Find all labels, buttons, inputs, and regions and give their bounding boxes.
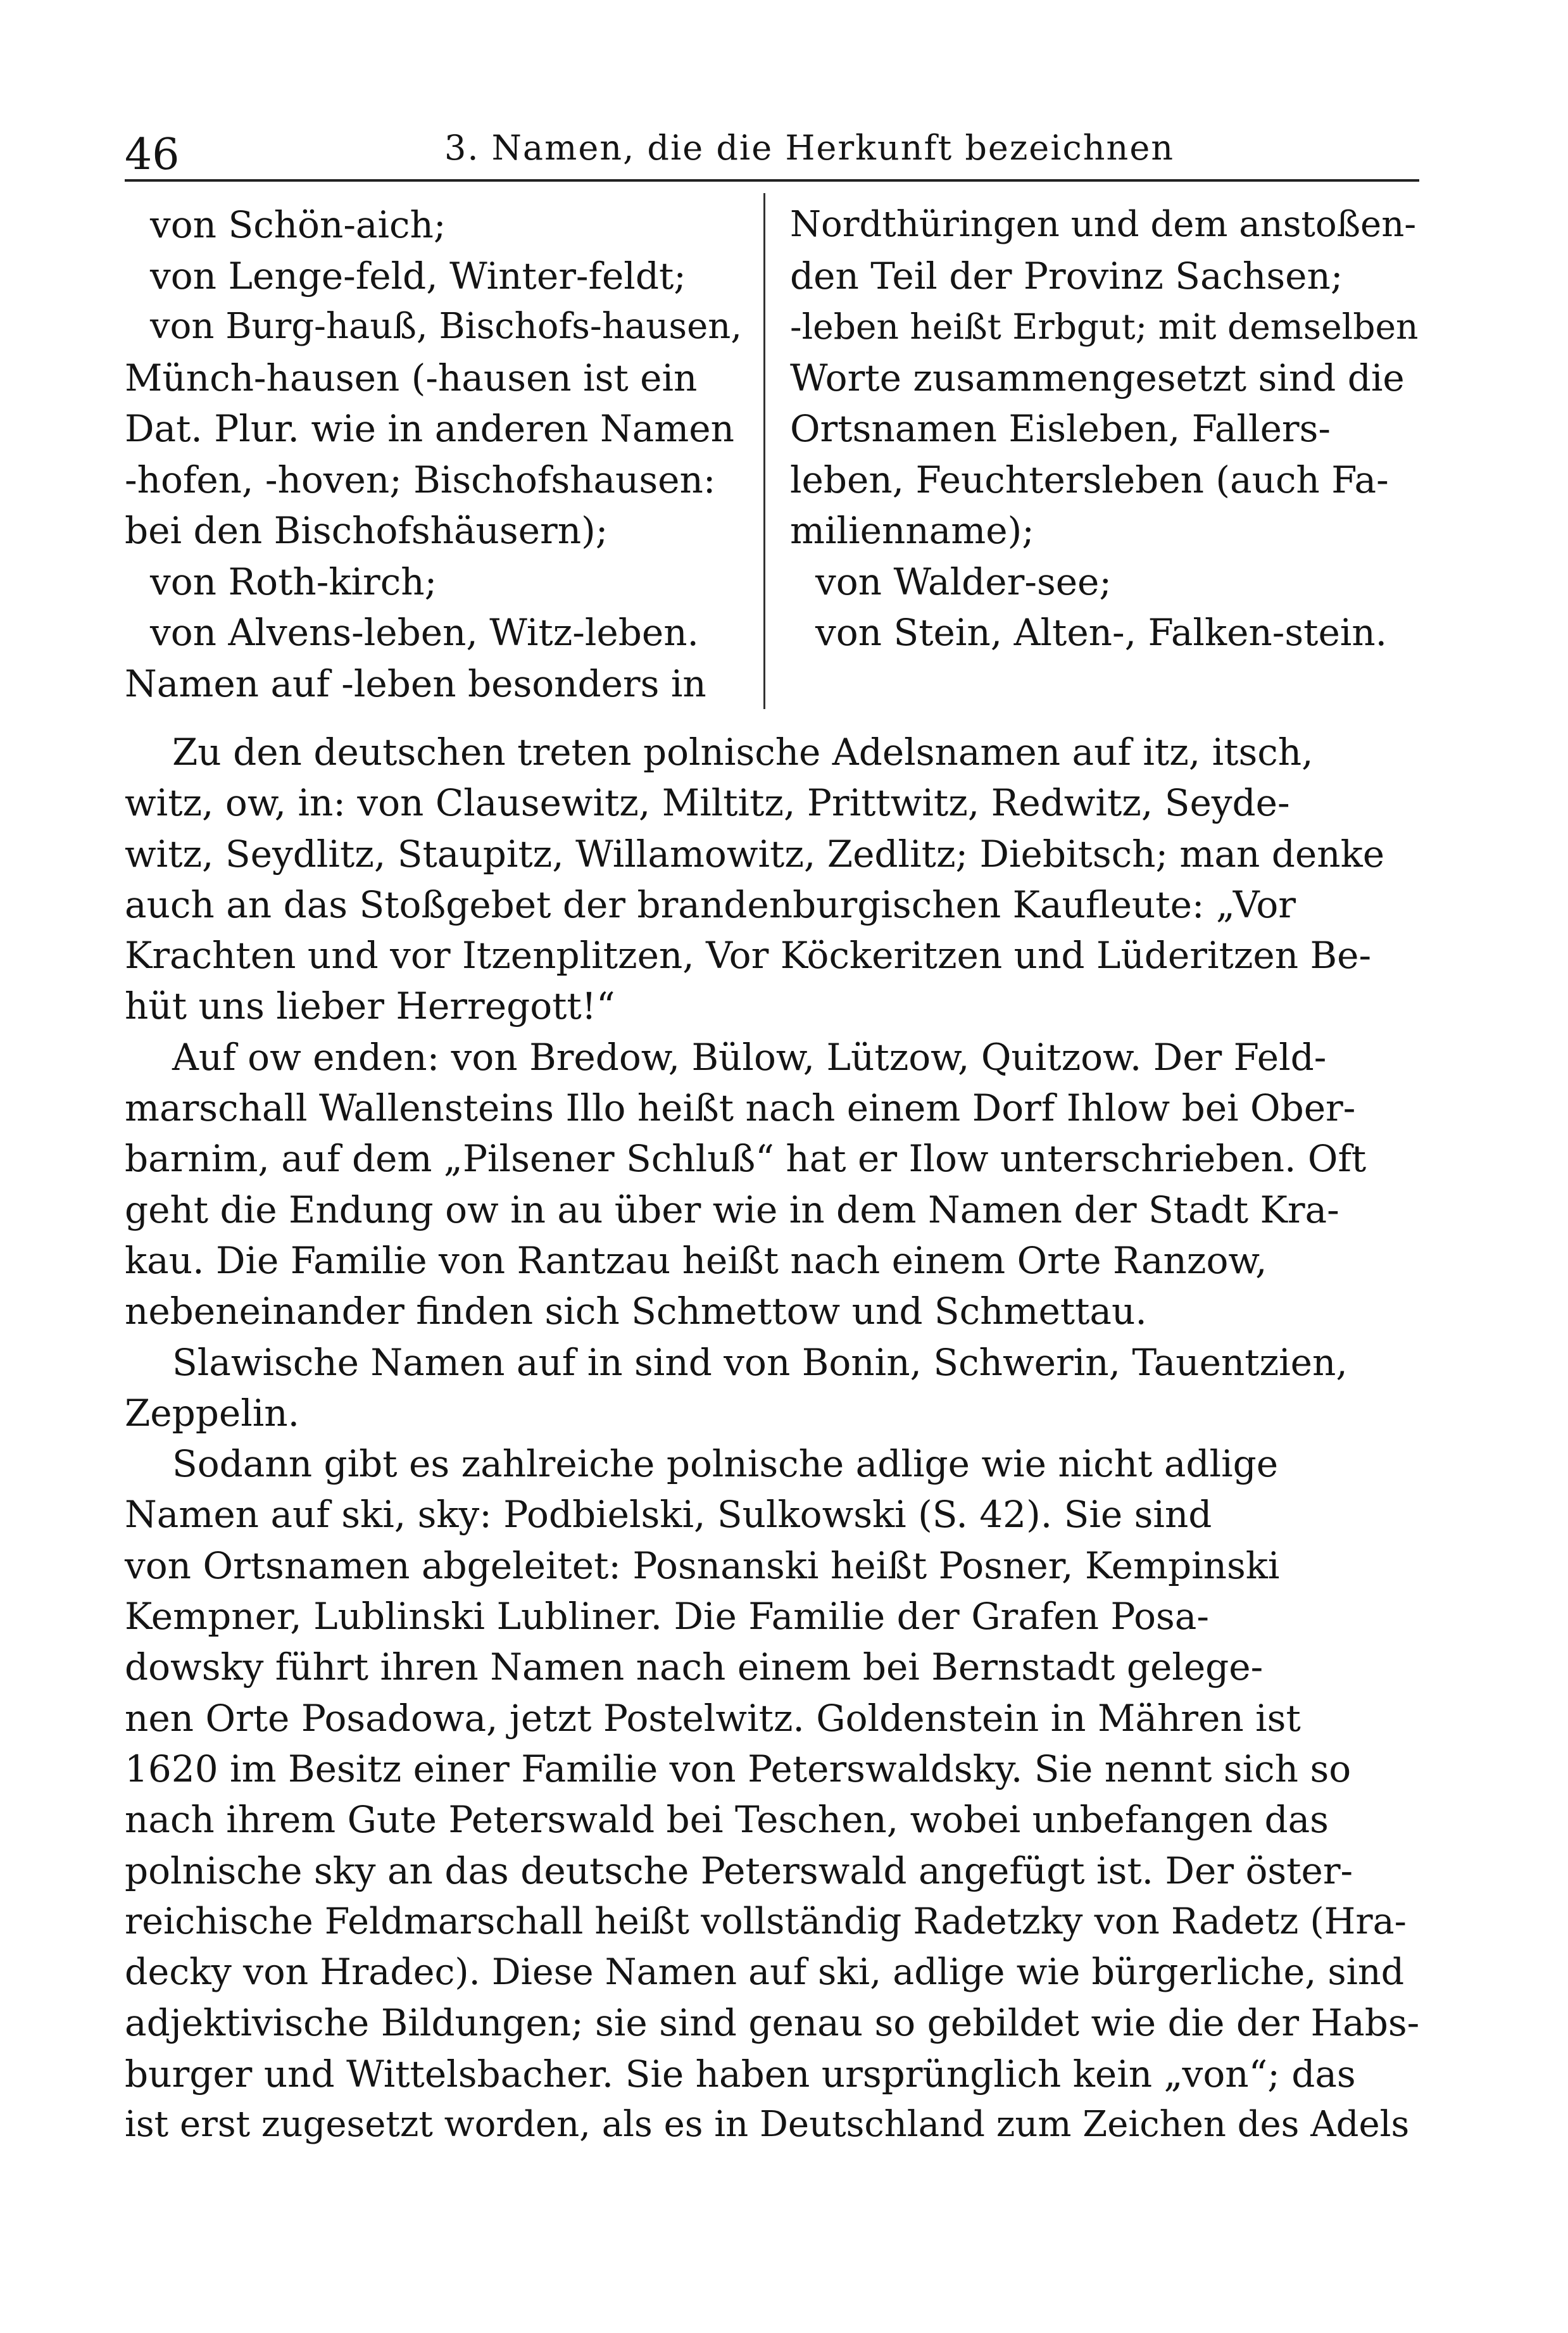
body-line: reichische Feldmarschall heißt vollständig Radetzky von Radetz (Hra- [125, 1900, 1407, 1942]
body-line: polnische sky an das deutsche Peterswald angefügt ist. Der öster- [125, 1849, 1353, 1892]
right-column-line: Ortsnamen Eisleben, Fallers- [790, 407, 1331, 450]
right-column-line: den Teil der Provinz Sachsen; [790, 254, 1343, 298]
body-line: adjektivische Bildungen; sie sind genau so gebildet wie die der Habs- [125, 2001, 1420, 2045]
body-line: kau. Die Familie von Rantzau heißt nach einem Orte Ranzow, [125, 1238, 1267, 1282]
body-line: witz, Seydlitz, Staupitz, Willamowitz, Zedlitz; Diebitsch; man denke [125, 832, 1385, 876]
right-column-line: leben, Feuchtersleben (auch Fa- [790, 458, 1389, 501]
right-column-line: von Walder-see; [815, 560, 1112, 603]
left-column-line: von Roth-kirch; [150, 560, 437, 603]
page-header [125, 117, 1419, 180]
body-line: Auf ow enden: von Bredow, Bülow, Lützow, Quitzow. Der Feld- [172, 1035, 1327, 1079]
body-text [125, 727, 1419, 2150]
body-line: nen Orte Posadowa, jetzt Postelwitz. Goldenstein in Mähren ist [125, 1696, 1301, 1740]
right-column-line: Nordthüringen und dem anstoßen- [790, 204, 1417, 245]
right-column-line: milienname); [790, 509, 1034, 552]
body-line: Kempner, Lublinski Lubliner. Die Familie der Grafen Posa- [125, 1595, 1209, 1638]
right-column-line: -leben heißt Erbgut; mit demselben [790, 306, 1419, 347]
body-line: Zeppelin. [125, 1391, 300, 1435]
right-column [790, 199, 1418, 658]
left-column-line: Münch-hausen (-hausen ist ein [125, 356, 698, 399]
body-line: Sodann gibt es zahlreiche polnische adlige wie nicht adlige [172, 1442, 1279, 1486]
body-line: burger und Wittelsbacher. Sie haben ursprünglich kein „von“; das [125, 2052, 1356, 2096]
header-rule [125, 179, 1419, 182]
body-line: hüt uns lieber Herregott!“ [125, 984, 615, 1028]
body-line: nebeneinander finden sich Schmettow und Schmettau. [125, 1290, 1147, 1333]
left-column-line: bei den Bischofshäusern); [125, 509, 608, 552]
body-line: ist erst zugesetzt worden, als es in Deutschland zum Zeichen des Adels [125, 2104, 1410, 2146]
right-column-line: von Stein, Alten-, Falken-stein. [815, 611, 1388, 654]
column-divider [763, 193, 765, 709]
left-column-line: von Burg-hauß, Bischofs-hausen, [150, 306, 743, 347]
left-column-line: Dat. Plur. wie in anderen Namen [125, 407, 734, 450]
body-line: nach ihrem Gute Peterswald bei Teschen, wobei unbefangen das [125, 1798, 1329, 1842]
body-line: dowsky führt ihren Namen nach einem bei Bernstadt gelege- [125, 1645, 1264, 1689]
body-line: decky von Hradec). Diese Namen auf ski, adlige wie bürgerliche, sind [125, 1951, 1405, 1994]
body-line: barnim, auf dem „Pilsener Schluß“ hat er Ilow unterschrieben. Oft [125, 1137, 1367, 1181]
body-line: von Ortsnamen abgeleitet: Posnanski heißt Posner, Kempinski [125, 1544, 1280, 1587]
body-line: 1620 im Besitz einer Familie von Peterswaldsky. Sie nennt sich so [125, 1747, 1352, 1790]
running-head: 3. Namen, die die Herkunft bezeichnen [444, 128, 1175, 168]
left-column-line: -hofen, -hoven; Bischofshausen: [125, 458, 716, 501]
page-number: 46 [125, 130, 180, 180]
right-column-line: Worte zusammengesetzt sind die [790, 356, 1405, 399]
body-line: Slawische Namen auf in sind von Bonin, Schwerin, Tauentzien, [172, 1340, 1348, 1384]
body-line: Krachten und vor Itzenplitzen, Vor Köckeritzen und Lüderitzen Be- [125, 934, 1372, 978]
body-line: auch an das Stoßgebet der brandenburgischen Kaufleute: „Vor [125, 883, 1296, 926]
left-column-line: von Schön-aich; [150, 203, 446, 246]
body-line: marschall Wallensteins Illo heißt nach einem Dorf Ihlow bei Ober- [125, 1086, 1356, 1130]
body-line: Namen auf ski, sky: Podbielski, Sulkowski (S. 42). Sie sind [125, 1493, 1212, 1537]
left-column-line: von Alvens-leben, Witz-leben. [150, 611, 699, 654]
body-line: Zu den deutschen treten polnische Adelsnamen auf itz, itsch, [172, 731, 1314, 774]
left-column-line: Namen auf -leben besonders in [125, 662, 706, 705]
body-line: geht die Endung ow in au über wie in dem Namen der Stadt Kra- [125, 1188, 1339, 1231]
left-column-line: von Lenge-feld, Winter-feldt; [150, 254, 686, 298]
left-column [125, 199, 751, 709]
body-line: witz, ow, in: von Clausewitz, Miltitz, Prittwitz, Redwitz, Seyde- [125, 781, 1290, 825]
